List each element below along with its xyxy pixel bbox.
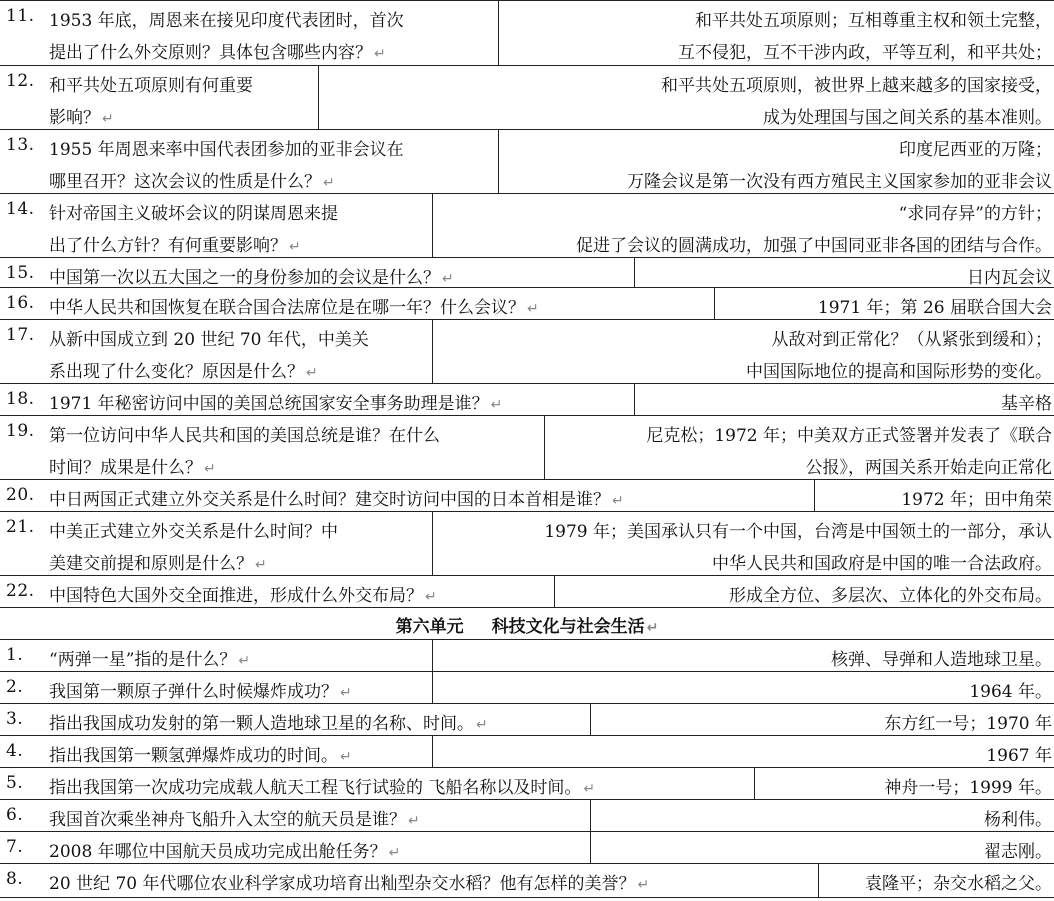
question-line: 针对帝国主义破坏会议的阴谋周恩来提 [49, 204, 338, 224]
question-number: 5. [6, 773, 24, 793]
question-number: 11. [6, 6, 35, 26]
question-line: 中国特色大国外交全面推进，形成什么外交布局？ [49, 586, 423, 606]
question-number: 22. [6, 581, 35, 601]
paragraph-mark-icon: ↵ [323, 175, 335, 191]
answer-line: 袁隆平；杂交水稻之父。 [865, 874, 1052, 894]
question-line: 指出我国第一次成功完成载人航天工程飞行试验的 飞船名称以及时间。 [49, 778, 582, 798]
paragraph-mark-icon: ↵ [527, 301, 539, 317]
column-divider [814, 480, 815, 511]
question-line: 影响？ [49, 108, 100, 128]
column-divider [714, 288, 715, 319]
paragraph-mark-icon: ↵ [289, 239, 301, 255]
answer-text [661, 70, 1052, 134]
unit-title: 科技文化与社会生活 [491, 617, 645, 637]
paragraph-mark-icon: ↵ [646, 620, 659, 636]
question-line: 2008 年哪位中国航天员成功完成出舱任务？ [49, 842, 387, 862]
column-divider [554, 576, 555, 607]
question-text [49, 198, 429, 263]
paragraph-mark-icon: ↵ [583, 781, 596, 797]
answer-line: 东方红一号；1970 年 [884, 714, 1052, 734]
answer-text [627, 134, 1052, 198]
column-divider [432, 194, 433, 257]
question-line: 和平共处五项原则有何重要 [49, 76, 253, 96]
question-number: 13. [6, 135, 35, 155]
question-row [0, 0, 1054, 66]
answer-line: 1971 年；第 26 届联合国大会 [817, 298, 1052, 318]
question-row [0, 512, 1054, 576]
question-text [49, 324, 429, 389]
paragraph-mark-icon: ↵ [306, 365, 318, 381]
answer-line: 杨利伟。 [984, 810, 1052, 830]
column-divider [432, 672, 433, 703]
question-row [0, 258, 1054, 288]
answer-text [646, 420, 1052, 484]
question-number: 18. [6, 389, 35, 409]
column-divider [432, 640, 433, 671]
answer-line: 中国国际地位的提高和国际形势的变化。 [746, 362, 1052, 382]
answer-text [576, 198, 1052, 262]
question-number: 8. [6, 869, 24, 889]
question-line: 1971 年秘密访问中国的美国总统国家安全事务助理是谁？ [49, 394, 489, 414]
answer-line: 1972 年；田中角荣 [901, 490, 1052, 510]
question-text [49, 516, 429, 581]
column-divider [498, 130, 499, 193]
question-line: 出了什么方针？有何重要影响？ [49, 236, 287, 256]
question-number: 3. [6, 709, 24, 729]
answer-text [678, 5, 1052, 69]
column-divider [544, 416, 545, 479]
column-divider [318, 66, 319, 129]
question-row [0, 736, 1054, 768]
paragraph-mark-icon: ↵ [255, 557, 267, 573]
question-number: 16. [6, 293, 35, 313]
question-line: 1953 年底，周恩来在接见印度代表团时，首次 [49, 11, 404, 31]
question-row [0, 384, 1054, 416]
question-row [0, 768, 1054, 800]
paragraph-mark-icon: ↵ [476, 717, 488, 733]
answer-line: 日内瓦会议 [967, 268, 1052, 288]
question-number: 17. [6, 325, 35, 345]
question-row [0, 704, 1054, 736]
paragraph-mark-icon: ↵ [340, 749, 352, 765]
question-row [0, 320, 1054, 384]
question-number: 20. [6, 485, 35, 505]
question-row [0, 288, 1054, 320]
question-row [0, 672, 1054, 704]
column-divider [754, 768, 755, 799]
paragraph-mark-icon: ↵ [204, 461, 216, 477]
question-line: 提出了什么外交原则？具体包含哪些内容？ [49, 43, 372, 63]
question-line: 指出我国第一颗氢弹爆炸成功的时间。 [49, 746, 338, 766]
paragraph-mark-icon: ↵ [425, 589, 437, 605]
answer-line: 和平共处五项原则；互相尊重主权和领土完整， [695, 11, 1052, 31]
question-row [0, 576, 1054, 608]
answer-line: 神舟一号；1999 年。 [884, 778, 1052, 798]
question-row [0, 66, 1054, 130]
question-number: 4. [6, 741, 24, 761]
question-line: 中华人民共和国恢复在联合国合法席位是在哪一年？什么会议？ [49, 298, 525, 318]
question-line: 系出现了什么变化？原因是什么？ [49, 362, 304, 382]
answer-line: 万隆会议是第一次没有西方殖民主义国家参加的亚非会议 [627, 172, 1052, 192]
question-row [0, 416, 1054, 480]
unit-heading-row [0, 608, 1054, 640]
answer-line: 公报》，两国关系开始走向正常化 [805, 458, 1052, 478]
unit-heading [0, 612, 1054, 637]
column-divider [432, 512, 433, 575]
question-number: 19. [6, 421, 35, 441]
question-line: 中国第一次以五大国之一的身份参加的会议是什么？ [49, 268, 440, 288]
column-divider [590, 704, 591, 735]
column-divider [432, 736, 433, 767]
paragraph-mark-icon: ↵ [637, 877, 650, 893]
answer-line: 翟志刚。 [984, 842, 1052, 862]
question-row [0, 194, 1054, 258]
column-divider [590, 832, 591, 863]
question-row [0, 480, 1054, 512]
question-row [0, 130, 1054, 194]
answer-line: 形成全方位、多层次、立体化的外交布局。 [729, 586, 1052, 606]
paragraph-mark-icon: ↵ [102, 111, 114, 127]
answer-line: 促进了会议的圆满成功，加强了中国同亚非各国的团结与合作。 [576, 236, 1052, 256]
question-text [49, 5, 495, 70]
question-row [0, 864, 1054, 898]
question-line: 从新中国成立到 20 世纪 70 年代，中美关 [49, 330, 369, 350]
answer-line: “求同存异”的方针； [898, 204, 1052, 224]
question-line: 第一位访问中华人民共和国的美国总统是谁？在什么 [49, 426, 440, 446]
answer-line: 1967 年 [986, 746, 1052, 766]
answer-line: 从敌对到正常化？（从紧张到缓和）； [771, 330, 1052, 350]
question-text [49, 868, 815, 901]
column-divider [634, 384, 635, 415]
question-number: 14. [6, 199, 35, 219]
paragraph-mark-icon: ↵ [238, 653, 251, 669]
question-line: 我国首次乘坐神舟飞船升入太空的航天员是谁？ [49, 810, 406, 830]
question-number: 2. [6, 677, 24, 697]
column-divider [432, 320, 433, 383]
paragraph-mark-icon: ↵ [490, 397, 503, 413]
question-row [0, 640, 1054, 672]
answer-text [746, 324, 1052, 388]
answer-line: 成为处理国与国之间关系的基本准则。 [763, 108, 1052, 128]
question-number: 21. [6, 517, 35, 537]
column-divider [818, 864, 819, 897]
answer-text [865, 868, 1052, 900]
question-number: 15. [6, 263, 35, 283]
question-text [49, 134, 495, 199]
answer-line: 1964 年。 [969, 682, 1052, 702]
question-line: 我国第一颗原子弹什么时候爆炸成功？ [49, 682, 338, 702]
column-divider [498, 1, 499, 65]
paragraph-mark-icon: ↵ [408, 813, 420, 829]
question-line: 指出我国成功发射的第一颗人造地球卫星的名称、时间。 [49, 714, 474, 734]
answer-text [544, 516, 1052, 580]
column-divider [634, 258, 635, 287]
paragraph-mark-icon: ↵ [340, 685, 352, 701]
answer-line: 印度尼西亚的万隆； [899, 140, 1052, 160]
question-number: 1. [6, 645, 24, 665]
question-row [0, 832, 1054, 864]
answer-line: 基辛格 [1001, 394, 1052, 414]
answer-line: 中华人民共和国政府是中国的唯一合法政府。 [712, 554, 1052, 574]
question-line: 中美正式建立外交关系是什么时间？中 [49, 522, 338, 542]
answer-line: 互不侵犯，互不干涉内政，平等互利，和平共处； [678, 43, 1052, 63]
question-text [49, 70, 315, 135]
paragraph-mark-icon: ↵ [388, 845, 401, 861]
question-line: 时间？成果是什么？ [49, 458, 202, 478]
answer-line: 尼克松；1972 年；中美双方正式签署并发表了《联合 [646, 426, 1052, 446]
question-line: 美建交前提和原则是什么？ [49, 554, 253, 574]
paragraph-mark-icon: ↵ [612, 493, 624, 509]
answer-line: 核弹、导弹和人造地球卫星。 [831, 650, 1052, 670]
unit-number: 第六单元 [395, 617, 464, 637]
question-row [0, 800, 1054, 832]
answer-line: 和平共处五项原则，被世界上越来越多的国家接受， [661, 76, 1052, 96]
paragraph-mark-icon: ↵ [374, 46, 386, 62]
question-line: 中日两国正式建立外交关系是什么时间？建交时访问中国的日本首相是谁？ [49, 490, 610, 510]
column-divider [590, 800, 591, 831]
paragraph-mark-icon: ↵ [442, 271, 454, 287]
question-line: 20 世纪 70 年代哪位农业科学家成功培育出籼型杂交水稻？他有怎样的美誉？ [49, 874, 636, 894]
answer-line: 1979 年；美国承认只有一个中国，台湾是中国领土的一部分，承认 [544, 522, 1052, 542]
question-number: 7. [6, 837, 24, 857]
question-number: 12. [6, 71, 35, 91]
question-line: 1955 年周恩来率中国代表团参加的亚非会议在 [49, 140, 404, 160]
question-number: 6. [6, 805, 24, 825]
question-line: “两弹一星”指的是什么？ [49, 650, 237, 670]
question-line: 哪里召开？这次会议的性质是什么？ [49, 172, 321, 192]
question-text [49, 420, 541, 485]
